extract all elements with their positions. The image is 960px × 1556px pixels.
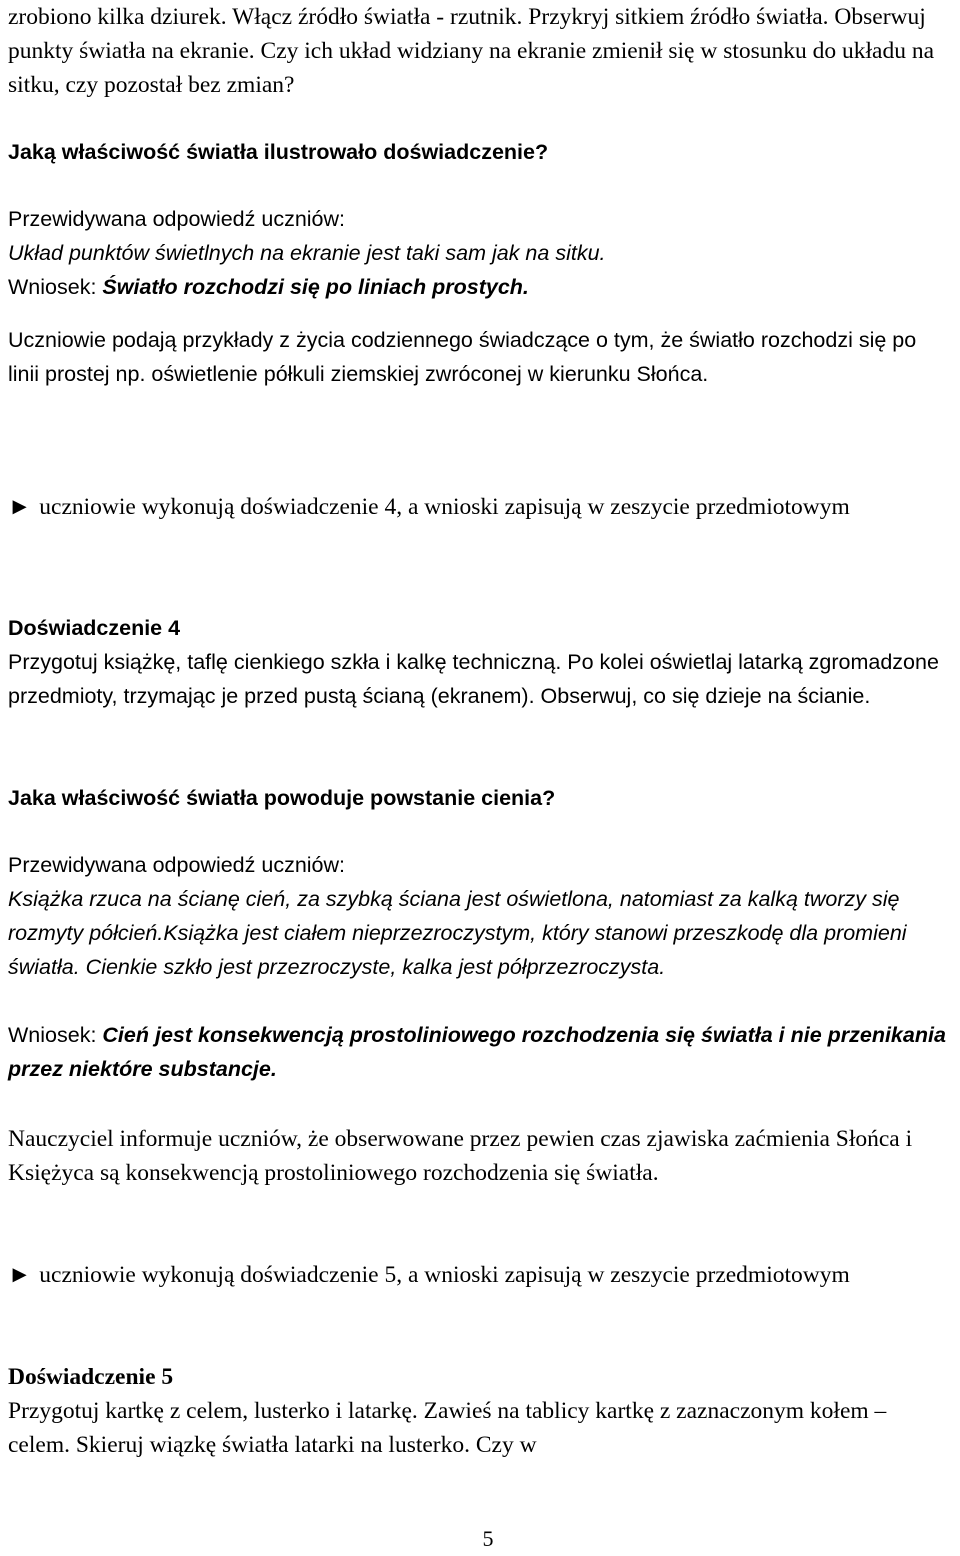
bullet-text-1: uczniowie wykonują doświadczenie 4, a wnioski zapisują w zeszycie przedmiotowym	[39, 494, 850, 520]
expected-answer-text-2	[8, 882, 952, 984]
conclusion-text-2: Cień jest konsekwencją prostoliniowego rozchodzenia się światła i nie przenikania przez niektóre substancje.	[8, 1023, 946, 1081]
experiment-4-text: Przygotuj książkę, taflę cienkiego szkła i kalkę techniczną. Po kolei oświetlaj latarką zgromadzone przedmioty, trzymając je przed pustą ścianą (ekranem). Obserwuj, co się dzieje na ścianie.	[8, 650, 939, 708]
teacher-paragraph: Nauczyciel informuje uczniów, że obserwowane przez pewien czas zjawiska zaćmienia Słońca i Księżyca są konsekwencją prostoliniowego rozchodzenia się światła.	[8, 1126, 913, 1186]
experiment-5-text: Przygotuj kartkę z celem, lusterko i latarkę. Zawieś na tablicy kartkę z zaznaczonym kołem – celem. Skieruj wiązkę światła latarki na lusterko. Czy w	[8, 1398, 887, 1458]
bullet-instruction-2	[8, 1258, 952, 1292]
conclusion-label-2: Wniosek:	[8, 1023, 97, 1047]
examples-paragraph: Uczniowie podają przykłady z życia codziennego świadczące o tym, że światło rozchodzi się po linii prostej np. oświetlenie półkuli ziemskiej zwróconej w kierunku Słońca.	[8, 328, 917, 386]
experiment-5-title: Doświadczenie 5	[8, 1364, 174, 1390]
bullet-instruction-1	[8, 490, 952, 524]
expected-answer-text-2a: Książka rzuca na ścianę cień, za szybką ściana jest oświetlona, natomiast za kalką tworzy się rozmyty półcień	[8, 887, 900, 945]
bullet-arrow-icon: ►	[8, 1262, 32, 1288]
question-1: Jaką właściwość światła ilustrowało doświadczenie?	[8, 140, 549, 164]
conclusion-2	[8, 1018, 952, 1086]
intro-paragraph: zrobiono kilka dziurek. Włącz źródło światła - rzutnik. Przykryj sitkiem źródło światła. Obserwuj punkty światła na ekranie. Czy ich układ widziany na ekranie zmienił się w stosunku do układu na sitku, czy pozostał bez zmian?	[8, 4, 935, 98]
conclusion-label-1: Wniosek:	[8, 275, 97, 299]
expected-answer-text-1: Układ punktów świetlnych na ekranie jest taki sam jak na sitku.	[8, 241, 606, 265]
bullet-text-2: uczniowie wykonują doświadczenie 5, a wnioski zapisują w zeszycie przedmiotowym	[39, 1262, 850, 1288]
expected-answer-text-2b: .Książka jest ciałem nieprzezroczystym, który stanowi przeszkodę dla promieni światła. Cienkie szkło jest przezroczyste, kalka jest półprzezroczysta.	[8, 921, 907, 979]
bullet-arrow-icon: ►	[8, 494, 32, 520]
expected-answer-label-1: Przewidywana odpowiedź uczniów:	[8, 207, 346, 231]
experiment-4-title: Doświadczenie 4	[8, 616, 181, 640]
page-number: 5	[482, 1526, 494, 1551]
question-2: Jaka właściwość światła powoduje powstanie cienia?	[8, 786, 556, 810]
conclusion-text-1: Światło rozchodzi się po liniach prostych.	[102, 275, 529, 299]
conclusion-1	[8, 270, 952, 304]
expected-answer-label-2: Przewidywana odpowiedź uczniów:	[8, 853, 346, 877]
